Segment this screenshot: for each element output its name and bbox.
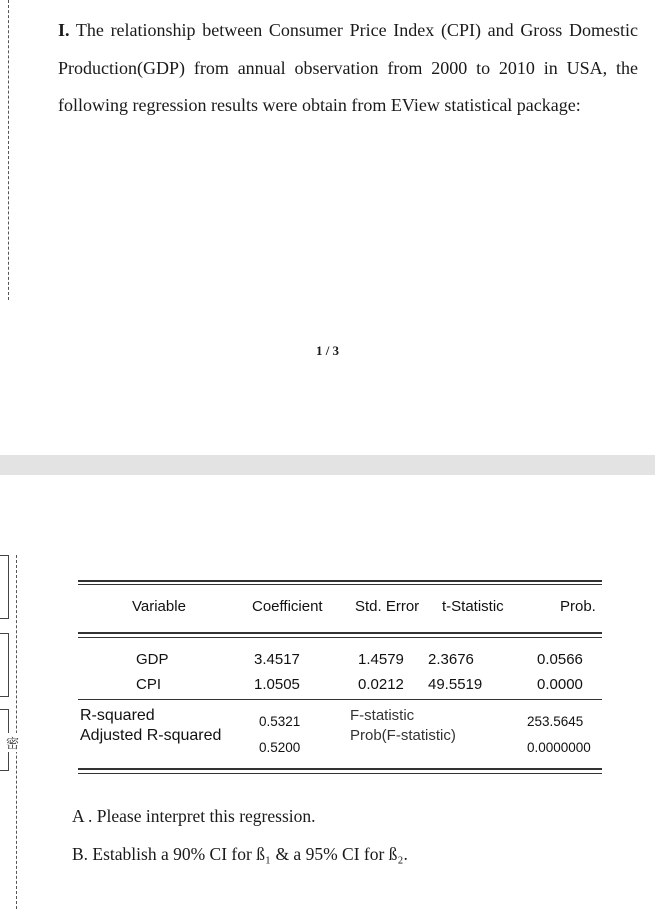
row-coefficient: 3.4517 (254, 651, 300, 668)
binding-line (8, 0, 9, 300)
prob-f-value: 0.0000000 (527, 740, 591, 755)
seal-mark: 密 (6, 733, 19, 752)
row-t-statistic: 49.5519 (428, 676, 483, 693)
header-variable: Variable (132, 598, 186, 615)
question-paragraph (58, 12, 638, 125)
adj-r-squared-label: Adjusted R-squared (80, 727, 222, 744)
header-std-error: Std. Error (355, 598, 420, 615)
sub-question-b: B. Establish a 90% CI for ß₁ & a 95% CI for ß₂. (72, 844, 408, 864)
table-top-rule (78, 584, 602, 585)
table-bottom-rule (78, 768, 602, 770)
header-rule (78, 632, 602, 634)
r-squared-value: 0.5321 (259, 714, 301, 729)
table-bottom-rule (78, 773, 602, 774)
page-separator (0, 455, 655, 475)
row-t-statistic: 2.3676 (428, 651, 474, 668)
f-statistic-value: 253.5645 (527, 714, 584, 729)
binding-line (16, 555, 17, 909)
header-coefficient: Coefficient (252, 598, 323, 615)
header-rule (78, 637, 602, 638)
f-statistic-label: F-statistic (350, 707, 415, 724)
row-coefficient: 1.0505 (254, 676, 300, 693)
row-variable: GDP (136, 651, 169, 668)
page-indicator: 1 / 3 (315, 343, 340, 358)
row-prob: 0.0566 (537, 651, 583, 668)
header-prob: Prob. (560, 598, 596, 615)
prob-f-label: Prob(F-statistic) (350, 727, 456, 744)
header-t-statistic: t-Statistic (442, 598, 504, 615)
question-text: The relationship between Consumer Price Index (CPI) and Gross Domestic Production(GDP) from annual observation from 2000 to 2010 in USA, the following regression results were obtain from EView statistical package: (58, 20, 638, 115)
row-std-error: 0.0212 (358, 676, 404, 693)
question-number: I. (58, 20, 70, 40)
rows-rule (78, 699, 602, 700)
page-2 (0, 475, 655, 909)
row-std-error: 1.4579 (358, 651, 404, 668)
sub-question-a: A . Please interpret this regression. (72, 806, 316, 826)
binding-box (0, 555, 9, 619)
row-prob: 0.0000 (537, 676, 583, 693)
adj-r-squared-value: 0.5200 (259, 740, 301, 755)
r-squared-label: R-squared (80, 707, 155, 724)
table-top-rule (78, 580, 602, 582)
row-variable: CPI (136, 676, 162, 693)
regression-table (78, 580, 602, 780)
binding-box (0, 633, 9, 697)
